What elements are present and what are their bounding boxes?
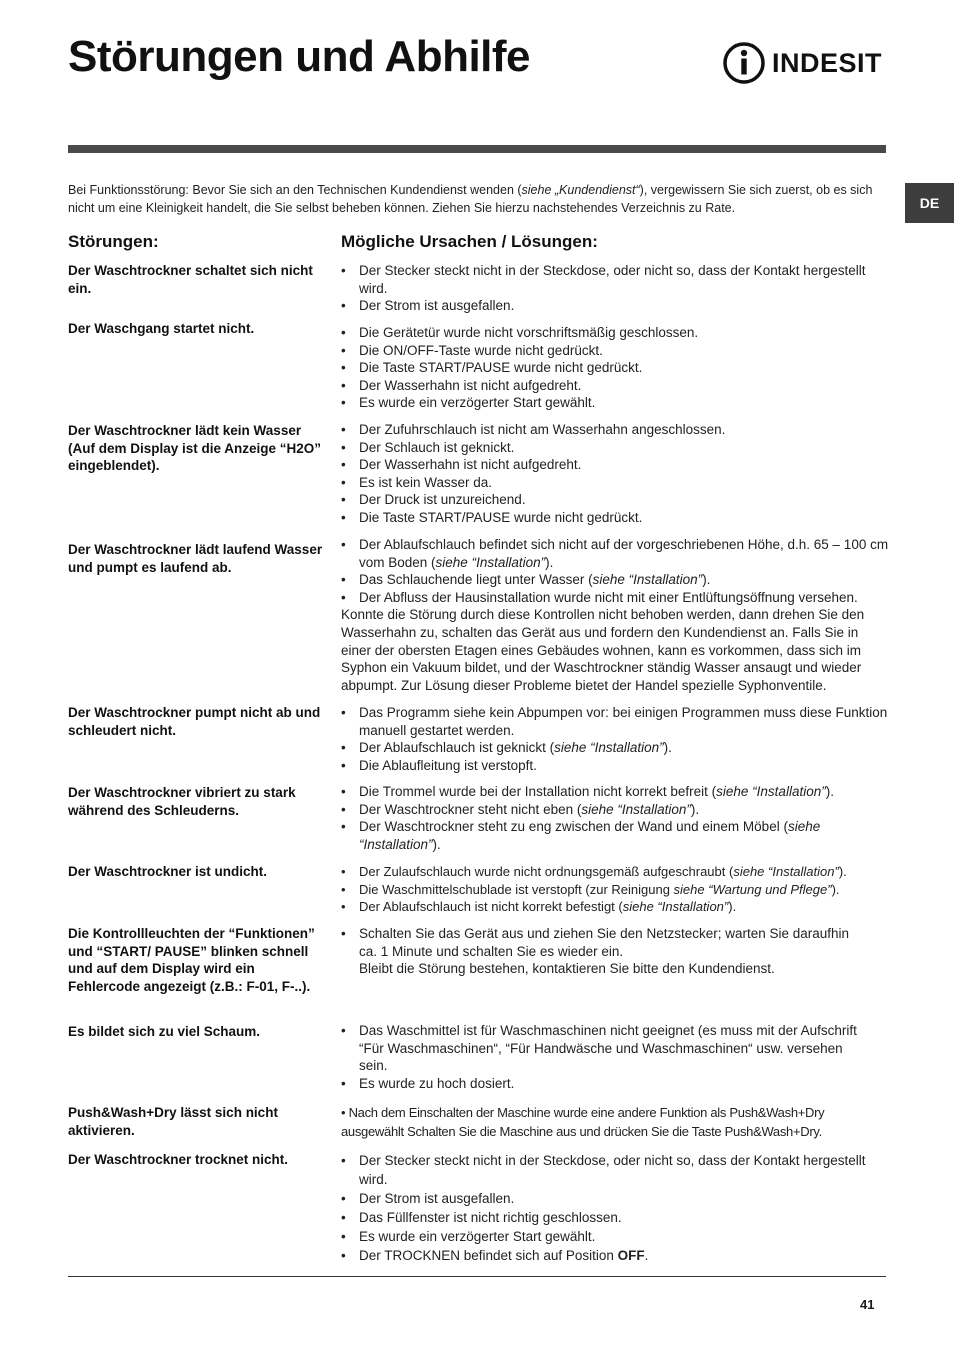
list-item: • Die Ablaufleitung ist verstopft. xyxy=(341,757,889,775)
list-item: • Die Waschmittelschublade ist verstopft (zur Reinigung siehe “Wartung und Pflege”). xyxy=(341,881,889,899)
list-item: • Das Schlauchende liegt unter Wasser (siehe “Installation”). xyxy=(341,571,889,589)
problem-label: Der Waschtrockner lädt laufend Wasser und pumpt es laufend ab. xyxy=(68,542,323,575)
problem-label: Der Waschtrockner trocknet nicht. xyxy=(68,1152,289,1167)
list-item: • Es ist kein Wasser da. xyxy=(341,474,889,492)
list-item: • Es wurde ein verzögerter Start gewählt. xyxy=(341,1227,889,1246)
list-item: • Der Waschtrockner steht zu eng zwischen der Wand und einem Möbel (siehe “Installation”). xyxy=(341,818,881,853)
brand-logo xyxy=(722,40,886,86)
footer-divider xyxy=(68,1276,886,1277)
list-item: • Der TROCKNEN befindet sich auf Position OFF. xyxy=(341,1246,889,1265)
list-item: • Der Waschtrockner steht nicht eben (siehe “Installation”). xyxy=(341,801,881,819)
list-item: • Die Taste START/PAUSE wurde nicht gedrückt. xyxy=(341,359,889,377)
list-item: • Der Druck ist unzureichend. xyxy=(341,491,889,509)
solution-list xyxy=(341,1151,889,1265)
solution-list xyxy=(341,704,889,774)
problem-label: Der Waschtrockner ist undicht. xyxy=(68,864,268,879)
solution-paragraph: Konnte die Störung durch diese Kontrollen nicht behoben werden, dann drehen Sie den Wasserhahn zu, schalten das Gerät aus und fordern den Kundendienst an. Falls Sie in einer der obersten Etagen eines Gebäudes wohnen, kann es vorkommen, dass sich im Syphon ein Vakuum bildet, und der Waschtrockner ständig Wasser ansaugt und wieder abpumpt. Zur Lösung dieser Probleme bietet der Handel spezielle Syphonventile. xyxy=(341,607,865,693)
indesit-logo-icon xyxy=(722,41,766,85)
list-item: • Der Ablaufschlauch ist nicht korrekt befestigt (siehe “Installation”). xyxy=(341,898,889,916)
solution-list xyxy=(341,863,889,916)
problem-label: Die Kontrollleuchten der “Funktionen” und “START/ PAUSE” blinken schnell und auf dem Display wird ein Fehlercode angezeigt (z.B.: F-01, F-..). xyxy=(68,926,315,994)
page-number: 41 xyxy=(860,1297,875,1312)
problem-label: Der Waschgang startet nicht. xyxy=(68,321,255,336)
list-item: • Es wurde ein verzögerter Start gewählt. xyxy=(341,394,889,412)
solution-paragraph: • Nach dem Einschalten der Maschine wurde eine andere Funktion als Push&Wash+Dry ausgewählt Schalten Sie die Maschine aus und drücken Sie die Taste Push&Wash+Dry. xyxy=(341,1105,825,1139)
problem-label: Der Waschtrockner vibriert zu stark während des Schleuderns. xyxy=(68,785,296,818)
solution-list xyxy=(341,1022,871,1092)
list-item: • Schalten Sie das Gerät aus und ziehen Sie den Netzstecker; warten Sie daraufhin ca. 1 Minute und schalten Sie es wieder ein. xyxy=(341,925,861,960)
solutions-heading: Mögliche Ursachen / Lösungen: xyxy=(341,232,598,251)
list-item: • Das Waschmittel ist für Waschmaschinen nicht geeignet (es muss mit der Aufschrift “Für Waschmaschinen“, “Für Handwäsche und Waschmaschinen“ usw. versehen sein. xyxy=(341,1022,871,1075)
list-item: • Der Wasserhahn ist nicht aufgedreht. xyxy=(341,377,889,395)
list-item: • Der Zulaufschlauch wurde nicht ordnungsgemäß aufgeschraubt (siehe “Installation”). xyxy=(341,863,889,881)
brand-name: INDESIT xyxy=(772,47,883,78)
list-item: • Der Stecker steckt nicht in der Steckdose, oder nicht so, dass der Kontakt hergestellt wird. xyxy=(341,262,889,297)
list-item: • Der Abfluss der Hausinstallation wurde nicht mit einer Entlüftungsöffnung versehen. xyxy=(341,589,889,607)
list-item: • Das Programm siehe kein Abpumpen vor: bei einigen Programmen muss diese Funktion manuell gestartet werden. xyxy=(341,704,889,739)
list-item: • Die Trommel wurde bei der Installation nicht korrekt befreit (siehe “Installation”). xyxy=(341,783,881,801)
problem-label: Der Waschtrockner lädt kein Wasser (Auf dem Display ist die Anzeige “H2O” eingeblendet). xyxy=(68,423,322,474)
intro-text: Bei Funktionsstörung: Bevor Sie sich an den Technischen Kundendienst wenden (siehe „Kundendienst“), vergewissern Sie sich zuerst, ob es sich nicht um eine Kleinigkeit handelt, die Sie selbst beheben können. Ziehen Sie hierzu nachstehendes Verzeichnis zu Rate. xyxy=(68,183,873,215)
list-item: • Der Stecker steckt nicht in der Steckdose, oder nicht so, dass der Kontakt hergestellt wird. xyxy=(341,1151,889,1189)
language-tab: DE xyxy=(905,183,954,223)
list-item: • Der Zufuhrschlauch ist nicht am Wasserhahn angeschlossen. xyxy=(341,421,889,439)
problem-label: Der Waschtrockner pumpt nicht ab und schleudert nicht. xyxy=(68,705,321,738)
list-item: • Der Wasserhahn ist nicht aufgedreht. xyxy=(341,456,889,474)
problem-label: Der Waschtrockner schaltet sich nicht ein. xyxy=(68,263,313,296)
list-item: • Der Ablaufschlauch ist geknickt (siehe “Installation”). xyxy=(341,739,889,757)
solution-list xyxy=(341,536,889,694)
list-item: • Die Gerätetür wurde nicht vorschriftsmäßig geschlossen. xyxy=(341,324,889,342)
solution-list xyxy=(341,783,881,853)
problem-label: Push&Wash+Dry lässt sich nicht aktivieren. xyxy=(68,1105,278,1138)
page-title: Störungen und Abhilfe xyxy=(68,32,531,81)
problems-heading: Störungen: xyxy=(68,232,159,251)
list-item: • Der Schlauch ist geknickt. xyxy=(341,439,889,457)
list-item: • Das Füllfenster ist nicht richtig geschlossen. xyxy=(341,1208,889,1227)
solution-note: Bleibt die Störung bestehen, kontaktieren Sie bitte den Kundendienst. xyxy=(359,961,775,977)
solution-list xyxy=(341,421,889,527)
list-item: • Es wurde zu hoch dosiert. xyxy=(341,1075,871,1093)
list-item: • Die ON/OFF-Taste wurde nicht gedrückt. xyxy=(341,342,889,360)
solution-list xyxy=(341,925,861,978)
list-item: • Der Ablaufschlauch befindet sich nicht auf der vorgeschriebenen Höhe, d.h. 65 – 100 cm vom Boden (siehe “Installation”). xyxy=(341,536,889,571)
list-item: • Der Strom ist ausgefallen. xyxy=(341,297,889,315)
list-item: • Die Taste START/PAUSE wurde nicht gedrückt. xyxy=(341,509,889,527)
solution-list xyxy=(341,262,889,315)
header-divider xyxy=(68,145,886,153)
list-item: • Der Strom ist ausgefallen. xyxy=(341,1189,889,1208)
problem-label: Es bildet sich zu viel Schaum. xyxy=(68,1024,261,1039)
solution-list xyxy=(341,324,889,412)
